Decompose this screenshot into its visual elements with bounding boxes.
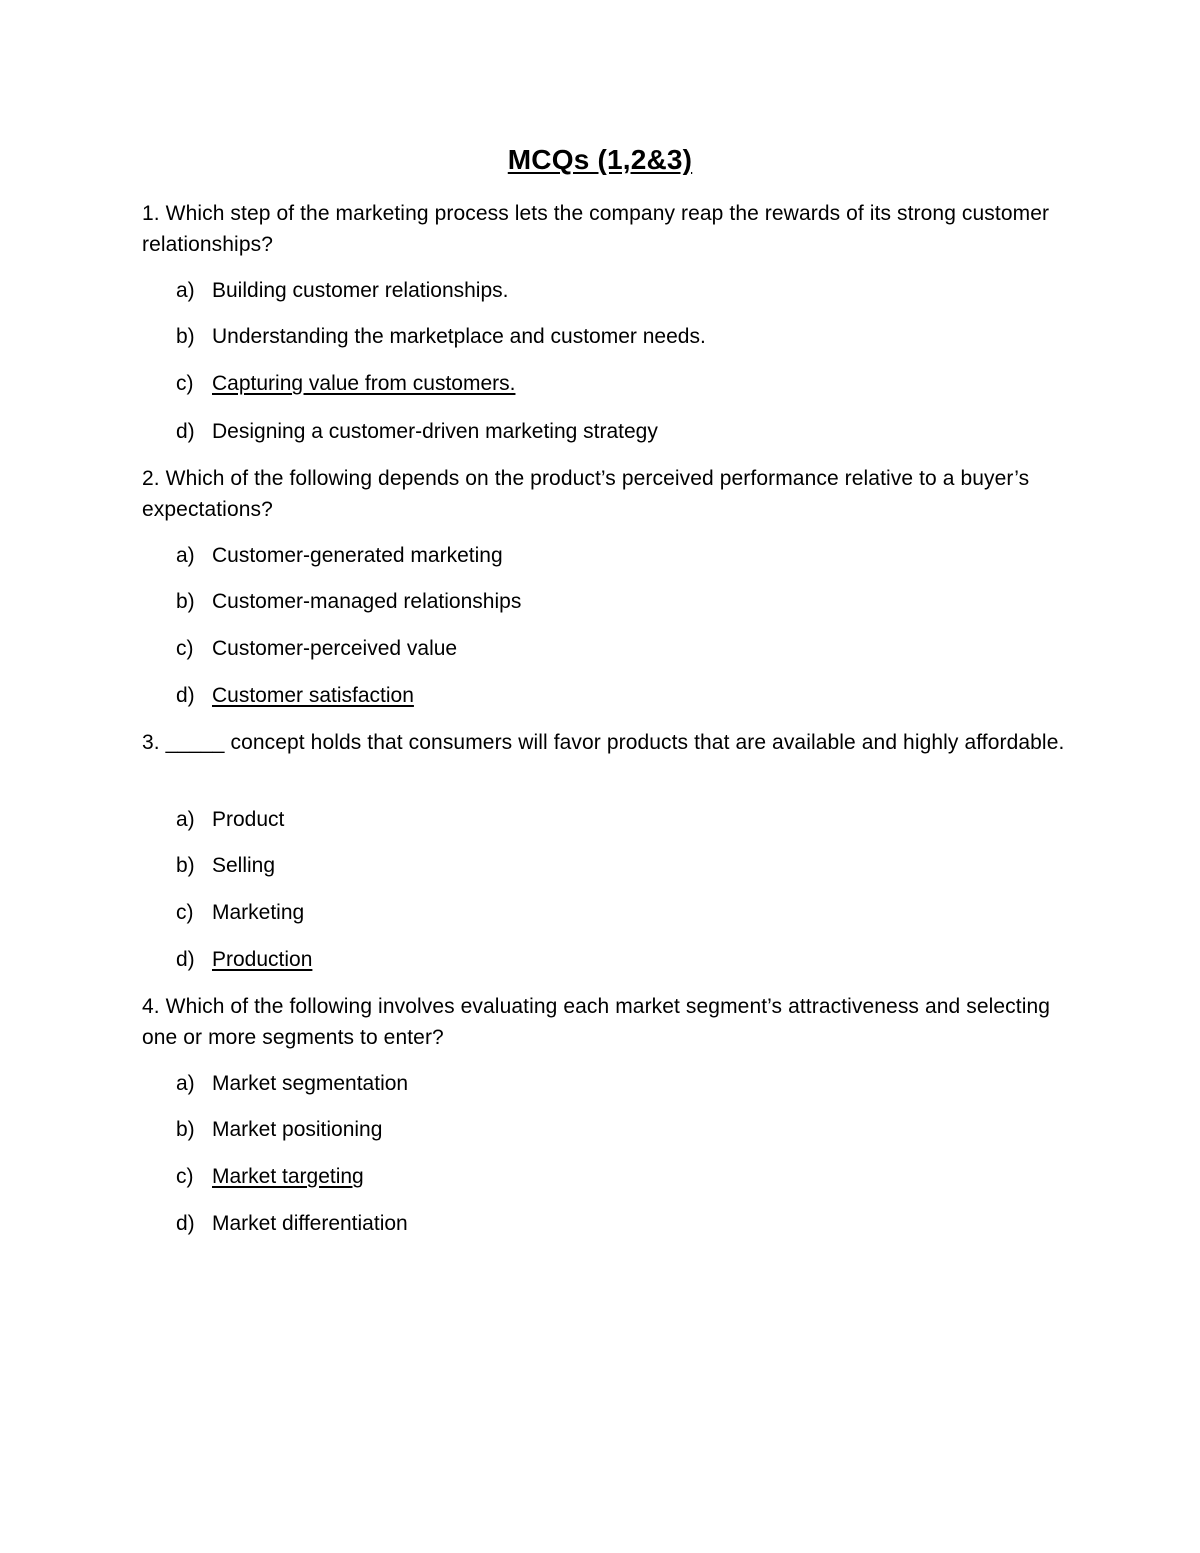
correct-answer-text: Market targeting [212,1165,364,1188]
question-4-option-a [176,1070,408,1098]
question-2-option-a [176,542,503,570]
option-letter: d) [176,1212,195,1235]
question-1-text: 1. Which step of the marketing process lets the company reap the rewards of its strong customer relationships? [142,202,1050,256]
option-letter: c) [176,372,194,395]
option-text: Understanding the marketplace and customer needs. [212,325,706,348]
option-text: Market differentiation [212,1212,408,1235]
question-4-option-c [176,1163,364,1191]
question-2-option-c [176,635,457,663]
question-4-option-d [176,1210,408,1238]
option-text: Customer-managed relationships [212,590,522,613]
question-1-option-a [176,277,508,305]
option-letter: b) [176,325,195,348]
question-3-option-a [176,806,284,834]
option-letter: c) [176,1165,194,1188]
option-text: Customer-generated marketing [212,544,503,567]
option-letter: a) [176,279,195,302]
option-letter: a) [176,808,195,831]
question-2-option-b [176,588,521,616]
question-2-text: 2. Which of the following depends on the product’s perceived performance relative to a buyer’s expectations? [142,467,1030,521]
question-1-option-d [176,418,658,446]
question-3-option-d [176,946,312,974]
option-text: Marketing [212,901,305,924]
option-text: Market positioning [212,1118,383,1141]
option-text: Product [212,808,285,831]
correct-answer-text: Customer satisfaction [212,684,414,707]
option-text: Market segmentation [212,1072,409,1095]
option-letter: a) [176,1072,195,1095]
option-text: Designing a customer-driven marketing strategy [212,420,658,443]
question-3-option-c [176,899,304,927]
question-3-option-b [176,852,275,880]
option-letter: d) [176,420,195,443]
question-1-option-c [176,370,515,398]
question-1-option-b [176,323,706,351]
question-4-option-b [176,1116,382,1144]
option-letter: b) [176,1118,195,1141]
option-letter: b) [176,590,195,613]
option-letter: c) [176,901,194,924]
correct-answer-text: Production [212,948,313,971]
option-text: Building customer relationships. [212,279,509,302]
option-text: Selling [212,854,276,877]
option-letter: c) [176,637,194,660]
option-letter: d) [176,948,195,971]
document-title: MCQs (1,2&3) [507,144,693,175]
option-letter: a) [176,544,195,567]
option-letter: d) [176,684,195,707]
correct-answer-text: Capturing value from customers. [212,372,516,395]
option-text: Customer-perceived value [212,637,458,660]
question-4-text: 4. Which of the following involves evaluating each market segment’s attractiveness and selecting one or more segments to enter? [142,995,1051,1049]
question-2-option-d [176,682,414,710]
question-3-text: 3. _____ concept holds that consumers will favor products that are available and highly affordable. [142,731,1065,754]
option-letter: b) [176,854,195,877]
